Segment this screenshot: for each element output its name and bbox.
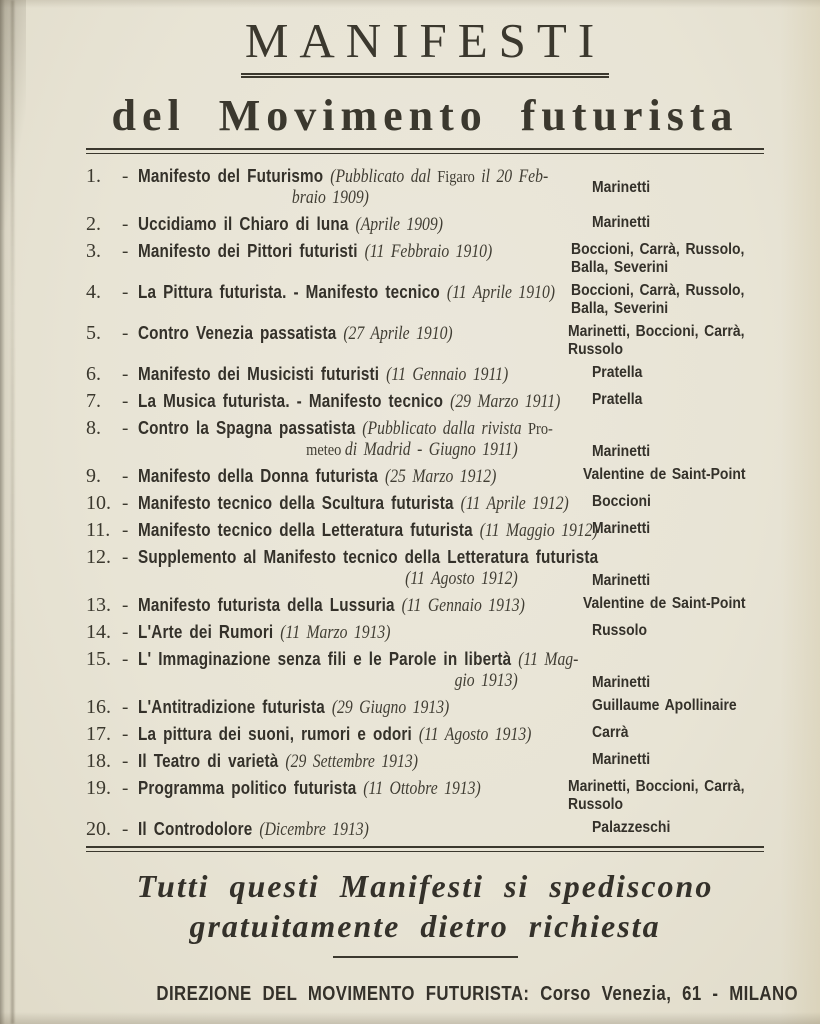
item-authors	[592, 179, 747, 197]
item-authors	[592, 391, 747, 409]
address-line: DIREZIONE DEL MOVIMENTO FUTURISTA: Corso Venezia, 61 - MILANO	[156, 982, 799, 1005]
item-authors	[592, 751, 747, 769]
author-line: Russolo	[567, 341, 623, 358]
manifesto-item	[86, 282, 764, 318]
header	[86, 13, 764, 154]
item-title-line1	[138, 323, 502, 345]
manifesto-item	[86, 466, 764, 488]
item-title	[138, 595, 525, 617]
item-dash: -	[122, 214, 129, 235]
item-title	[138, 214, 523, 236]
title-text: Manifesto dei Musicisti futuristi	[138, 364, 387, 384]
item-title	[138, 819, 523, 841]
author-line: Marinetti	[592, 674, 651, 691]
item-number: 13.	[86, 594, 111, 616]
notice-line-2: gratuitamente dietro richiesta	[189, 908, 661, 944]
item-date: (Pubblicato dal	[330, 167, 438, 187]
manifesto-item	[86, 751, 764, 773]
header-double-rule	[86, 148, 764, 154]
title-text: L' Immaginazione senza fili e le Parole in libertà	[138, 649, 519, 669]
title-text: L'Antitradizione futurista	[138, 697, 332, 717]
item-date: (11 Mag-	[518, 650, 579, 670]
item-dash: -	[122, 418, 129, 439]
item-title-line2	[138, 188, 523, 209]
item-date: (11 Febbraio 1910)	[364, 242, 493, 262]
item-date: (11 Agosto 1912)	[405, 569, 518, 589]
item-title-line2	[138, 440, 523, 461]
item-authors	[583, 466, 746, 484]
item-date: (11 Agosto 1913)	[418, 725, 532, 745]
item-number: 11.	[86, 519, 111, 541]
item-number: 5.	[86, 322, 101, 344]
manifesto-item	[86, 819, 764, 841]
item-date: (Aprile 1909)	[355, 215, 443, 235]
item-date: (11 Gennaio 1913)	[401, 596, 525, 616]
item-title	[138, 323, 502, 345]
title-text: La Musica futurista. - Manifesto tecnico	[138, 391, 451, 411]
item-number: 1.	[86, 165, 101, 187]
item-date: (11 Aprile 1910)	[446, 283, 556, 303]
item-authors	[592, 214, 747, 232]
manifesto-item	[86, 364, 764, 386]
item-title-line1	[138, 649, 579, 671]
item-dash: -	[122, 520, 129, 541]
item-dash: -	[122, 622, 129, 643]
title-text: Manifesto del Futurismo	[138, 166, 331, 186]
item-dash: -	[122, 724, 129, 745]
free-shipping-notice	[86, 866, 764, 958]
item-title	[138, 493, 569, 515]
item-title	[138, 724, 532, 746]
item-authors	[568, 778, 744, 814]
manifesto-item	[86, 697, 764, 719]
manifesto-item	[86, 166, 764, 209]
item-title-line1	[138, 622, 523, 644]
address-wrap	[86, 982, 799, 1006]
item-number: 4.	[86, 281, 101, 303]
author-line: Russolo	[567, 796, 623, 813]
manifesto-item	[86, 241, 764, 277]
item-date: (29 Marzo 1911)	[450, 392, 561, 412]
author-line: Marinetti	[592, 214, 651, 231]
item-title-line1	[138, 241, 505, 263]
author-line: Pratella	[592, 391, 643, 408]
item-dash: -	[122, 778, 129, 799]
author-line: Valentine de Saint-Point	[583, 466, 746, 483]
author-line: Marinetti	[592, 178, 651, 196]
item-number: 10.	[86, 492, 111, 514]
item-number: 7.	[86, 390, 101, 412]
item-date: (11 Marzo 1913)	[280, 623, 391, 643]
item-authors	[592, 724, 747, 742]
author-line: Marinetti	[592, 572, 651, 589]
item-number: 3.	[86, 240, 101, 262]
item-date-roman: Figaro	[437, 167, 475, 186]
list-bottom-double-rule	[86, 846, 764, 852]
item-dash: -	[122, 166, 129, 187]
author-line: Marinetti, Boccioni, Carrà,	[567, 323, 745, 340]
item-authors	[592, 622, 747, 640]
page-title: MANIFESTI	[244, 13, 606, 68]
title-text: Il Controdolore	[138, 819, 260, 839]
item-authors	[571, 241, 744, 277]
item-date: (11 Aprile 1912)	[460, 494, 569, 514]
item-title	[138, 166, 549, 209]
manifesto-item	[86, 493, 764, 515]
item-date-roman: meteo	[306, 440, 345, 459]
item-title-line2	[138, 671, 523, 692]
item-number: 2.	[86, 213, 101, 235]
item-date: (29 Settembre 1913)	[285, 752, 418, 772]
item-title-line1	[138, 819, 523, 841]
author-line: Pratella	[592, 364, 643, 381]
item-title-line1	[138, 493, 569, 515]
item-date: braio 1909)	[291, 188, 369, 208]
item-title-line1	[138, 595, 525, 617]
item-authors	[592, 697, 747, 715]
notice-line-1: Tutti questi Manifesti si spediscono	[136, 868, 714, 904]
item-dash: -	[122, 391, 129, 412]
item-title	[138, 622, 523, 644]
author-line: Russolo	[592, 622, 648, 639]
item-title-line1	[138, 214, 523, 236]
item-dash: -	[122, 364, 129, 385]
manifesto-item	[86, 214, 764, 236]
item-authors	[583, 595, 746, 613]
item-authors	[592, 674, 747, 692]
author-line: Balla, Severini	[571, 259, 669, 276]
manifesto-item	[86, 323, 764, 359]
item-title-line1	[138, 166, 549, 188]
item-date: (Dicembre 1913)	[259, 820, 369, 840]
author-line: Guillaume Apollinaire	[592, 697, 737, 714]
item-date: (25 Marzo 1912)	[384, 467, 497, 487]
item-dash: -	[122, 466, 129, 487]
item-title	[138, 418, 553, 461]
item-number: 8.	[86, 417, 101, 439]
item-dash: -	[122, 649, 129, 670]
item-date: (27 Aprile 1910)	[343, 324, 453, 344]
item-title-line1	[138, 391, 561, 413]
item-number: 12.	[86, 546, 111, 568]
author-line: Boccioni	[592, 493, 651, 510]
item-dash: -	[122, 282, 129, 303]
item-date: il 20 Feb-	[474, 167, 549, 187]
item-authors	[571, 282, 744, 318]
manifesto-item	[86, 622, 764, 644]
item-number: 16.	[86, 696, 111, 718]
item-title-line1	[138, 751, 523, 773]
item-title-line1	[138, 364, 523, 386]
author-line: Marinetti	[592, 443, 651, 460]
item-authors	[592, 493, 747, 511]
item-authors	[592, 443, 747, 461]
title-text: La Pittura futurista. - Manifesto tecnico	[138, 282, 447, 302]
item-authors	[592, 819, 747, 837]
item-title	[138, 282, 556, 304]
manifesto-item	[86, 547, 764, 590]
item-number: 15.	[86, 648, 111, 670]
item-authors	[592, 364, 747, 382]
author-line: Palazzeschi	[592, 819, 671, 836]
title-text: Supplemento al Manifesto tecnico della Letteratura futurista	[138, 547, 599, 567]
item-date: (Pubblicato dalla rivista	[362, 419, 529, 439]
item-number: 17.	[86, 723, 111, 745]
title-text: Manifesto dei Pittori futuristi	[138, 241, 365, 261]
item-number: 14.	[86, 621, 111, 643]
item-dash: -	[122, 595, 129, 616]
author-line: Marinetti, Boccioni, Carrà,	[567, 778, 745, 795]
manifesto-item	[86, 778, 764, 814]
item-date: (29 Giugno 1913)	[331, 698, 450, 718]
item-title	[138, 649, 579, 692]
item-title	[138, 697, 523, 719]
author-line: Carrà	[592, 724, 629, 741]
title-underline-wrap	[241, 13, 609, 78]
item-title-line1	[138, 697, 523, 719]
item-title	[138, 466, 516, 488]
item-dash: -	[122, 323, 129, 344]
manifesto-item	[86, 391, 764, 413]
author-line: Valentine de Saint-Point	[583, 595, 746, 612]
title-text: Manifesto futurista della Lussuria	[138, 595, 402, 615]
title-text: Contro Venezia passatista	[138, 323, 344, 343]
item-dash: -	[122, 751, 129, 772]
item-title	[138, 751, 523, 773]
title-text: Manifesto della Donna futurista	[138, 466, 385, 486]
item-title	[138, 241, 505, 263]
notice-underline	[333, 956, 518, 958]
item-date-roman: Pro-	[528, 419, 553, 438]
item-number: 9.	[86, 465, 101, 487]
item-title-line1	[138, 282, 556, 304]
item-title	[138, 391, 561, 413]
item-date: (11 Gennaio 1911)	[386, 365, 509, 385]
item-dash: -	[122, 697, 129, 718]
item-dash: -	[122, 493, 129, 514]
author-line: Boccioni, Carrà, Russolo,	[571, 241, 745, 258]
title-text: Uccidiamo il Chiaro di luna	[138, 214, 356, 234]
item-authors	[592, 572, 747, 590]
item-number: 19.	[86, 777, 111, 799]
item-title-line1	[138, 520, 598, 542]
manifesto-item	[86, 595, 764, 617]
item-title	[138, 547, 599, 590]
author-line: Boccioni, Carrà, Russolo,	[571, 282, 745, 299]
title-text: Il Teatro di varietà	[138, 751, 286, 771]
item-title-line1	[138, 778, 502, 800]
item-date: gio 1913)	[454, 671, 518, 691]
item-authors	[568, 323, 744, 359]
title-text: Programma politico futurista	[138, 778, 364, 798]
item-dash: -	[122, 241, 129, 262]
author-line: Marinetti	[592, 520, 651, 537]
item-title-line1	[138, 418, 553, 440]
item-date: di Madrid - Giugno 1911)	[344, 440, 518, 460]
manifesto-item	[86, 649, 764, 692]
item-title	[138, 364, 523, 386]
item-title-line1	[138, 547, 599, 569]
manifesti-list	[86, 166, 764, 841]
item-number: 18.	[86, 750, 111, 772]
item-number: 20.	[86, 818, 111, 840]
item-authors	[592, 520, 747, 538]
manifesto-item	[86, 724, 764, 746]
item-title	[138, 520, 598, 542]
title-text: L'Arte dei Rumori	[138, 622, 281, 642]
item-title-line2	[138, 569, 523, 590]
title-text: La pittura dei suoni, rumori e odori	[138, 724, 419, 744]
manifesto-item	[86, 520, 764, 542]
author-line: Marinetti	[592, 751, 651, 768]
item-title-line1	[138, 466, 516, 488]
item-date: (11 Maggio 1912)	[479, 521, 598, 541]
title-text: Manifesto tecnico della Letteratura futurista	[138, 520, 480, 540]
page-subtitle: del Movimento futurista	[111, 91, 739, 140]
manifesto-item	[86, 418, 764, 461]
item-dash: -	[122, 819, 129, 840]
title-text: Manifesto tecnico della Scultura futurista	[138, 493, 461, 513]
item-title	[138, 778, 502, 800]
item-date: (11 Ottobre 1913)	[363, 779, 481, 799]
title-text: Contro la Spagna passatista	[138, 418, 363, 438]
item-dash: -	[122, 547, 129, 568]
item-title-line1	[138, 724, 532, 746]
author-line: Balla, Severini	[571, 300, 669, 317]
item-number: 6.	[86, 363, 101, 385]
